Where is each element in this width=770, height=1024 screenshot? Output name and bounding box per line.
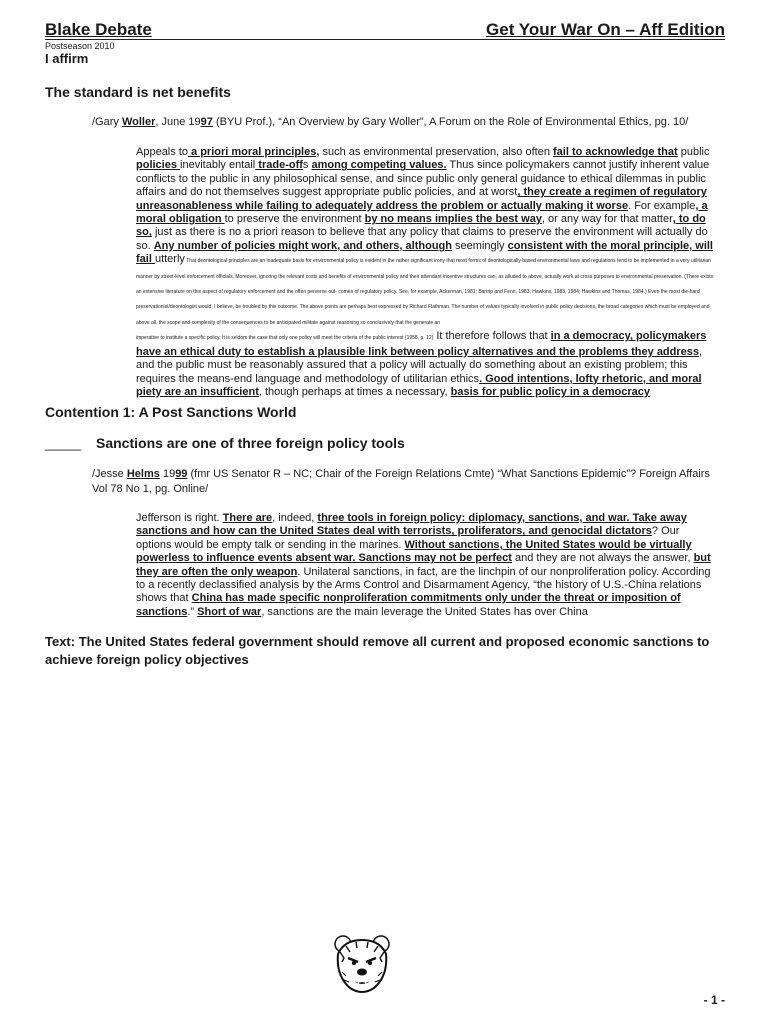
header-subtitle: Postseason 2010 bbox=[45, 41, 115, 51]
card-text: Appeals to bbox=[136, 146, 188, 158]
card-highlight: . Good intentions, lofty rhetoric, and moral piety are an insufficient bbox=[136, 372, 702, 398]
header-left-title: Blake Debate bbox=[45, 20, 152, 39]
card-highlight: among competing values. bbox=[311, 159, 447, 172]
card-highlight: Any number of policies might work, and others, although bbox=[153, 239, 452, 252]
standard-citation bbox=[92, 115, 732, 130]
card-text: ? Our options would be empty talk or sending in the marines. bbox=[136, 525, 680, 551]
citation-author: Helms bbox=[126, 468, 160, 480]
affirm-line: I affirm bbox=[45, 51, 89, 66]
header-rule bbox=[45, 39, 725, 40]
card-text: , though perhaps at times a necessary, bbox=[258, 385, 451, 398]
bear-mascot-icon bbox=[330, 932, 394, 996]
card-text: . Unilateral sanctions, in fact, are the linchpin of our nonproliferation policy. According to a recently declassified analysis by the Arms Control and Disarmament Agency, “the history of U.S.-China relations shows that bbox=[136, 565, 711, 605]
card-text: just as there is no a priori reason to believe that any policy that claims to preserve the environment will actually do so. bbox=[136, 226, 708, 252]
card-text: , indeed, bbox=[272, 512, 318, 524]
card-highlight: Short of war bbox=[197, 605, 262, 618]
card-highlight: trade-off bbox=[255, 159, 303, 172]
card-text: , sanctions are the main leverage the United States has over China bbox=[261, 605, 588, 618]
card-text: such as environmental preservation, also often bbox=[319, 146, 553, 158]
card-highlight: in a democracy, policymakers have an ethical duty to establish a plausible link between policy alternatives and the problems they address bbox=[136, 330, 707, 358]
card-text: and they are not always the answer, bbox=[511, 552, 694, 565]
card-text: Thus since policymakers cannot justify inherent value conflicts to the public in any philosophical sense, and since public only general guidance to ethical dilemmas in public affairs and do not themselves suggest appropriate public policies, and at worst bbox=[136, 159, 710, 199]
contention-evidence-card bbox=[136, 512, 714, 619]
card-highlight: a priori moral principles, bbox=[187, 146, 320, 158]
card-text: . For example bbox=[628, 199, 696, 212]
card-text: s bbox=[302, 159, 312, 172]
card-highlight: fail to acknowledge that bbox=[553, 146, 678, 158]
citation-text: , June 19 bbox=[155, 116, 201, 128]
card-highlight: , a moral obligation bbox=[136, 199, 708, 226]
card-text: .” bbox=[187, 605, 198, 618]
card-small-text: That deontological principles are an inadequate basis for environmental policy is evident in the rather significant irony that most forms of deontologically based environmental laws and regulations tend to be implemented in a very utilitarian manner by street-level enforcement officials. Moreover, ignoring the relevant costs and benefits of environmental policy and their attendant incentive structures can, as alluded to above, actually work at cross purposes to environmental preservation. (There exists an extensive literature on this aspect of regulatory enforcement and the often perverse out- comes of regulatory policy. See, for example, Ackerman, 1981; Bartrip and Fenn, 1983; Hawkins, 1983, 1984; Hawkins and Thomas, 1984.) Even the most die-hard preservationist/deontologist would, I believe, be troubled by this outcome. The above points are perhaps best expressed by Richard Flathman. The number of values typically involved in public policy decisions, the broad categories which must be employed and above all, the scope and complexity of the consequences to be anticipated militate against reasoning so conclusively that the generate an bbox=[136, 258, 714, 326]
card-highlight: but they are often the only weapon bbox=[136, 552, 711, 578]
card-text: public bbox=[677, 146, 710, 158]
citation-text: /Gary bbox=[92, 116, 122, 128]
card-highlight: basis for public policy in a democracy bbox=[450, 385, 650, 398]
contention-heading: Contention 1: A Post Sanctions World bbox=[45, 404, 297, 420]
card-text: utterly bbox=[154, 253, 185, 266]
card-highlight: There are bbox=[222, 512, 273, 524]
card-highlight: , to do so, bbox=[136, 213, 706, 239]
card-text: to preserve the environment bbox=[224, 213, 365, 226]
citation-text: /Jesse bbox=[92, 468, 127, 480]
card-small-text: imperative to institute a specific policy. It is seldom the case that only one policy will meet the criteria of the public interest (1958, p. 12) bbox=[136, 335, 434, 342]
card-text: seemingly bbox=[451, 239, 508, 252]
card-text: inevitably entail bbox=[180, 159, 256, 172]
card-highlight: China has made specific nonproliferation commitments only under the threat or imposition of sanctions bbox=[136, 592, 681, 618]
card-text: , or any way for that matter bbox=[541, 213, 673, 226]
tag-blank-line: _____ bbox=[45, 436, 82, 451]
contention-citation bbox=[92, 467, 712, 497]
contention-tag: Sanctions are one of three foreign policy tools bbox=[96, 435, 405, 451]
card-text: , and the public must be reasonably assured that a policy will actually do something about an existing problem; this requires the means-end language and methodology of utilitarian ethics bbox=[136, 345, 703, 385]
card-highlight: by no means implies the best way bbox=[364, 213, 542, 226]
standard-heading: The standard is net benefits bbox=[45, 84, 231, 100]
plan-text: Text: The United States federal government should remove all current and proposed economic sanctions to achieve foreign policy objectives bbox=[45, 634, 710, 667]
standard-evidence-card bbox=[136, 146, 720, 399]
card-text: It therefore follows that bbox=[433, 330, 551, 343]
citation-year: 99 bbox=[175, 468, 188, 480]
card-highlight: consistent with the moral principle, will fail bbox=[136, 239, 713, 266]
card-highlight: three tools in foreign policy: diplomacy, sanctions, and war. Take away sanctions and how can the United States deal with terrorists, proliferators, and genocidal dictators bbox=[136, 512, 687, 538]
card-highlight: , they create a regimen of regulatory unreasonableness while failing to adequately address the problem or actually making it worse bbox=[136, 186, 707, 212]
citation-text: (BYU Prof.), “An Overview by Gary Woller”, A Forum on the Role of Environmental Ethics, pg. 10/ bbox=[212, 116, 689, 128]
header-right-title: Get Your War On – Aff Edition bbox=[486, 20, 725, 39]
citation-text: 19 bbox=[159, 468, 176, 480]
page-number: - 1 - bbox=[703, 993, 725, 1007]
citation-text: (fmr US Senator R – NC; Chair of the Foreign Relations Cmte) “What Sanctions Epidemic”? Foreign Affairs Vol 78 No 1, pg. Online/ bbox=[92, 468, 710, 495]
card-highlight: policies bbox=[136, 159, 181, 172]
citation-author: Woller bbox=[121, 116, 156, 128]
card-highlight: Without sanctions, the United States would be virtually powerless to influence events absent war. Sanctions may not be perfect bbox=[136, 538, 692, 565]
citation-year: 97 bbox=[200, 116, 213, 128]
card-text: Jefferson is right. bbox=[136, 512, 223, 524]
